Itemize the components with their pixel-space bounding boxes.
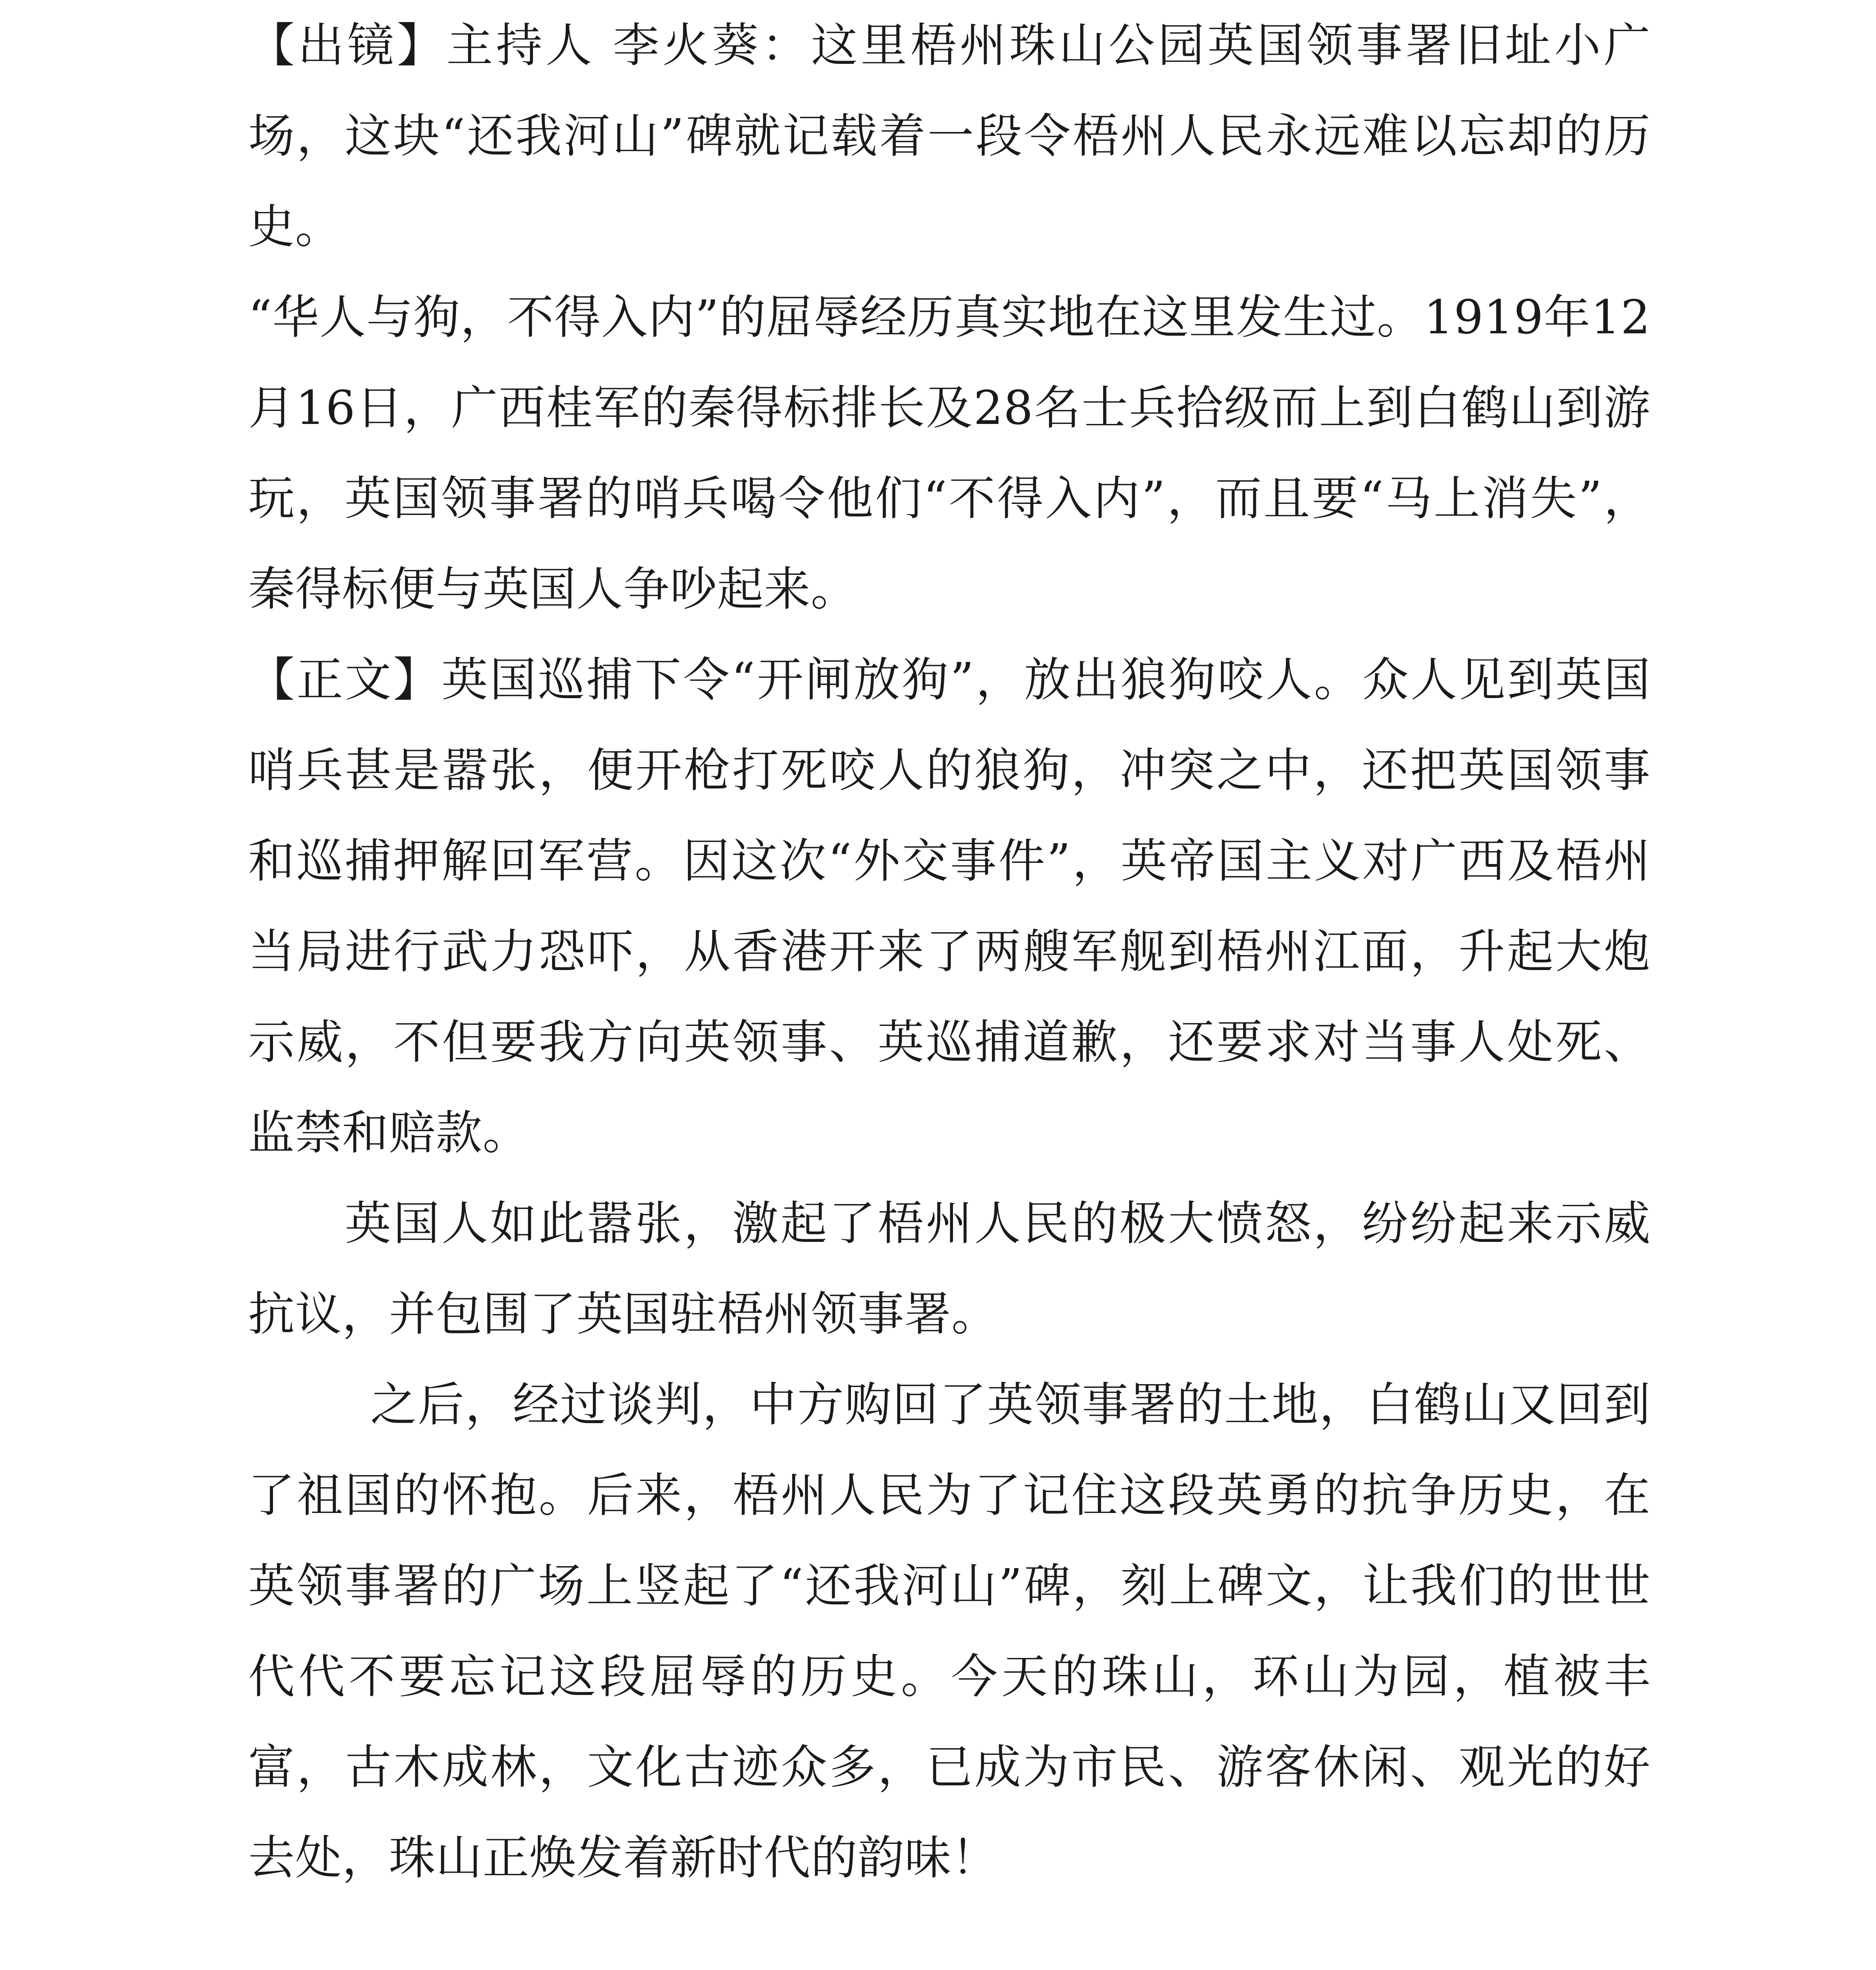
paragraph-aftermath: 之后，经过谈判，中方购回了英领事署的土地，白鹤山又回到了祖国的怀抱。后来，梧州人民为了记住这段英勇的抗争历史，在英领事署的广场上竖起了“还我河山”碑，刻上碑文，让我们的世世代代不要忘记这段屈辱的历史。今天的珠山，环山为园，植被丰富，古木成林，文化古迹众多，已成为市民、游客休闲、观光的好去处，珠山正焕发着新时代的韵味！	[248, 1377, 1651, 1885]
paragraph-protest: 英国人如此嚣张，激起了梧州人民的极大愤怒，纷纷起来示威抗议，并包围了英国驻梧州领事署。	[248, 1196, 1651, 1341]
article-body	[248, 0, 1651, 1903]
paragraph-incident: “华人与狗，不得入内”的屈辱经历真实地在这里发生过。1919年12月16日，广西桂军的秦得标排长及28名士兵拾级而上到白鹤山到游玩，英国领事署的哨兵喝令他们“不得入内”，而且要“马上消失”，秦得标便与英国人争吵起来。	[248, 290, 1651, 616]
paragraph-intro: 【出镜】主持人 李火葵：这里梧州珠山公园英国领事署旧址小广场，这块“还我河山”碑就记载着一段令梧州人民永远难以忘却的历史。	[248, 18, 1651, 254]
paragraph-main-text: 【正文】英国巡捕下令“开闸放狗”，放出狼狗咬人。众人见到英国哨兵甚是嚣张，便开枪打死咬人的狼狗，冲突之中，还把英国领事和巡捕押解回军营。因这次“外交事件”，英帝国主义对广西及梧州当局进行武力恐吓，从香港开来了两艘军舰到梧州江面，升起大炮示威，不但要我方向英领事、英巡捕道歉，还要求对当事人处死、监禁和赔款。	[248, 652, 1651, 1160]
